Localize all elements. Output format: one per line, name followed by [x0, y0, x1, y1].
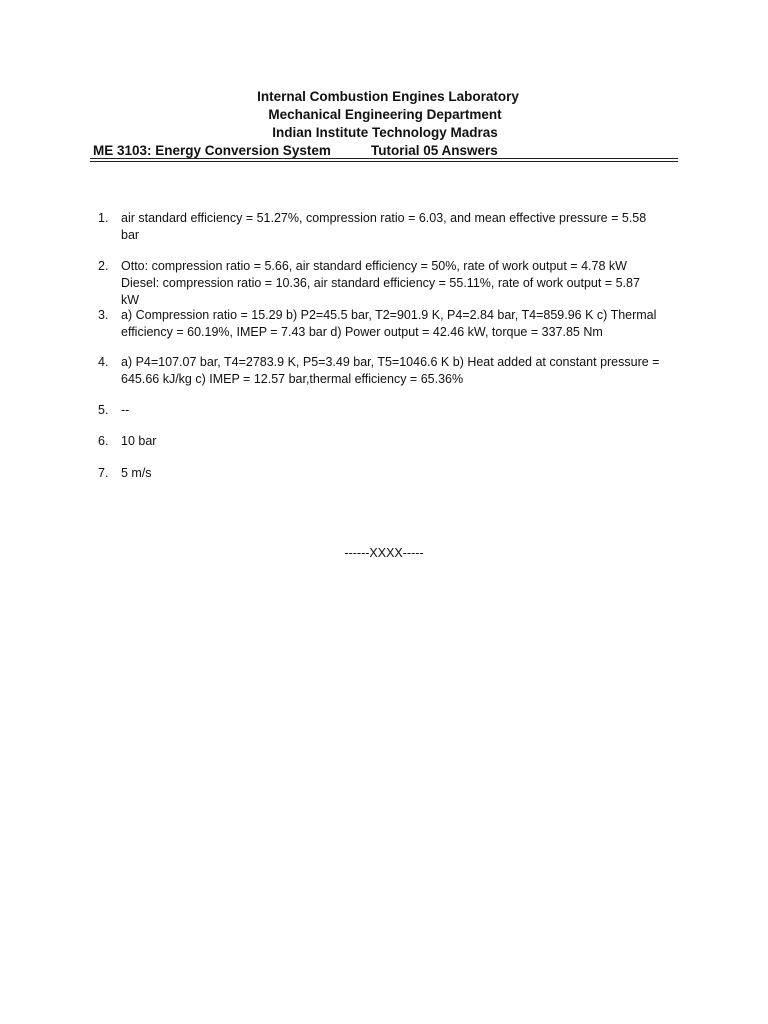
answer-line: -- [121, 403, 130, 417]
answer-line: 10 bar [121, 434, 157, 448]
answer-line: 645.66 kJ/kg c) IMEP = 12.57 bar,thermal efficiency = 65.36% [121, 372, 464, 386]
answer-number: 1. [98, 211, 109, 225]
answer-text [121, 307, 681, 341]
header-rule-top [90, 158, 678, 159]
answer-line: 5 m/s [121, 466, 152, 480]
institute-title: Indian Institute Technology Madras [272, 125, 498, 140]
lab-title: Internal Combustion Engines Laboratory [257, 89, 519, 104]
answer-line: air standard efficiency = 51.27%, compression ratio = 6.03, and mean effective pressure = 5.58 [121, 211, 647, 225]
answer-number: 3. [98, 308, 109, 322]
answer-line: a) Compression ratio = 15.29 b) P2=45.5 bar, T2=901.9 K, P4=2.84 bar, T4=859.96 K c) Thermal [121, 308, 657, 322]
answer-line: efficiency = 60.19%, IMEP = 7.43 bar d) Power output = 42.46 kW, torque = 337.85 Nm [121, 325, 603, 339]
end-marker: ------XXXX----- [344, 546, 424, 560]
answer-number: 6. [98, 434, 109, 448]
answer-line: a) P4=107.07 bar, T4=2783.9 K, P5=3.49 bar, T5=1046.6 K b) Heat added at constant pressure = [121, 355, 660, 369]
answer-number: 4. [98, 355, 109, 369]
answer-line: bar [121, 228, 140, 242]
answer-text [121, 210, 681, 244]
answer-line: kW [121, 293, 140, 307]
answer-number: 5. [98, 403, 109, 417]
answer-text [121, 433, 681, 450]
answer-line: Otto: compression ratio = 5.66, air standard efficiency = 50%, rate of work output = 4.78 kW [121, 259, 627, 273]
header-rule-bottom [90, 161, 678, 162]
answer-number: 7. [98, 466, 109, 480]
department-title: Mechanical Engineering Department [268, 107, 502, 122]
answer-text [121, 258, 681, 309]
tutorial-title: Tutorial 05 Answers [371, 143, 498, 158]
answer-text [121, 465, 681, 482]
course-title: ME 3103: Energy Conversion System [93, 143, 331, 158]
answer-text [121, 402, 681, 419]
document-header [92, 88, 678, 160]
answer-number: 2. [98, 259, 109, 273]
answer-text [121, 354, 681, 388]
answer-line: Diesel: compression ratio = 10.36, air standard efficiency = 55.11%, rate of work output = 5.87 [121, 276, 640, 290]
